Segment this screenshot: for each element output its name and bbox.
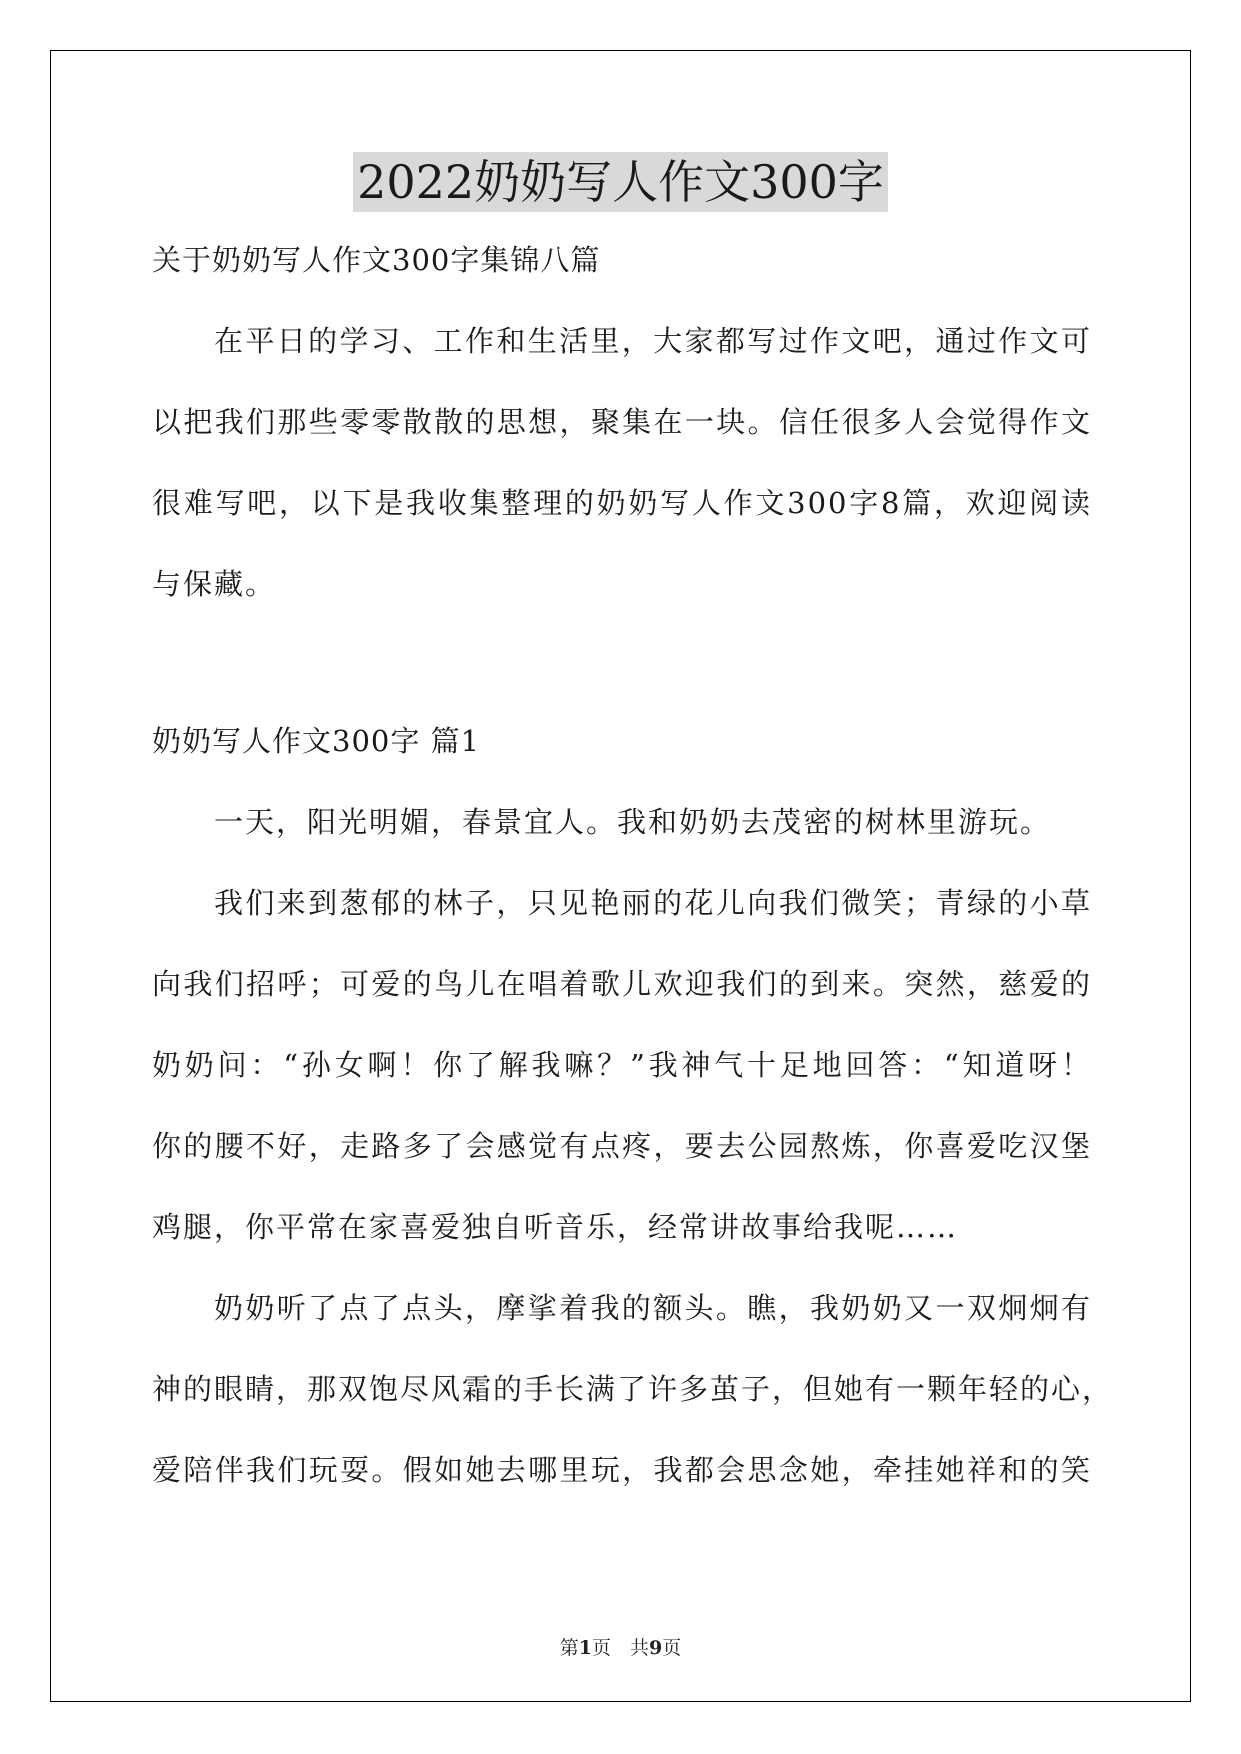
section-line: 你的腰不好，走路多了会感觉有点疼，要去公园熬炼，你喜爱吃汉堡 <box>152 1129 1092 1163</box>
intro-line: 在平日的学习、工作和生活里，大家都写过作文吧，通过作文可 <box>214 324 1092 358</box>
intro-line: 以把我们那些零零散散的思想，聚集在一块。信任很多人会觉得作文 <box>152 405 1092 439</box>
document-body <box>152 232 1114 1523</box>
section-line: 鸡腿，你平常在家喜爱独自听音乐，经常讲故事给我呢…… <box>152 1210 959 1244</box>
footer-middle: 页 共 <box>591 1637 649 1659</box>
section-line: 神的眼睛，那双饱尽风霜的手长满了许多茧子，但她有一颗年轻的心， <box>152 1372 1114 1406</box>
footer-page-number: 1 <box>578 1637 592 1659</box>
title-container <box>0 152 1241 212</box>
page-footer <box>0 1633 1241 1660</box>
section-line: 一天，阳光明媚，春景宜人。我和奶奶去茂密的树林里游玩。 <box>214 805 1052 839</box>
section-line: 向我们招呼；可爱的鸟儿在唱着歌儿欢迎我们的到来。突然，慈爱的 <box>152 967 1092 1001</box>
document-subtitle: 关于奶奶写人作文300字集锦八篇 <box>152 243 601 277</box>
paragraph-gap <box>152 637 1092 713</box>
section-line: 奶奶听了点了点头，摩挲着我的额头。瞧，我奶奶又一双炯炯有 <box>214 1291 1092 1325</box>
intro-line: 很难写吧，以下是我收集整理的奶奶写人作文300字8篇，欢迎阅读 <box>152 486 1092 520</box>
intro-line: 与保藏。 <box>152 567 277 601</box>
footer-total-pages: 9 <box>649 1637 663 1659</box>
section-line: 我们来到葱郁的林子，只见艳丽的花儿向我们微笑；青绿的小草 <box>214 886 1092 920</box>
section-line: 爱陪伴我们玩耍。假如她去哪里玩，我都会思念她，牵挂她祥和的笑 <box>152 1453 1092 1487</box>
section-heading: 奶奶写人作文300字 篇1 <box>152 724 481 758</box>
footer-prefix: 第 <box>559 1637 579 1659</box>
section-line: 奶奶问：“孙女啊！你了解我嘛？”我神气十足地回答：“知道呀！ <box>152 1048 1092 1082</box>
document-title: 2022奶奶写人作文300字 <box>353 152 888 212</box>
footer-suffix: 页 <box>662 1637 682 1659</box>
